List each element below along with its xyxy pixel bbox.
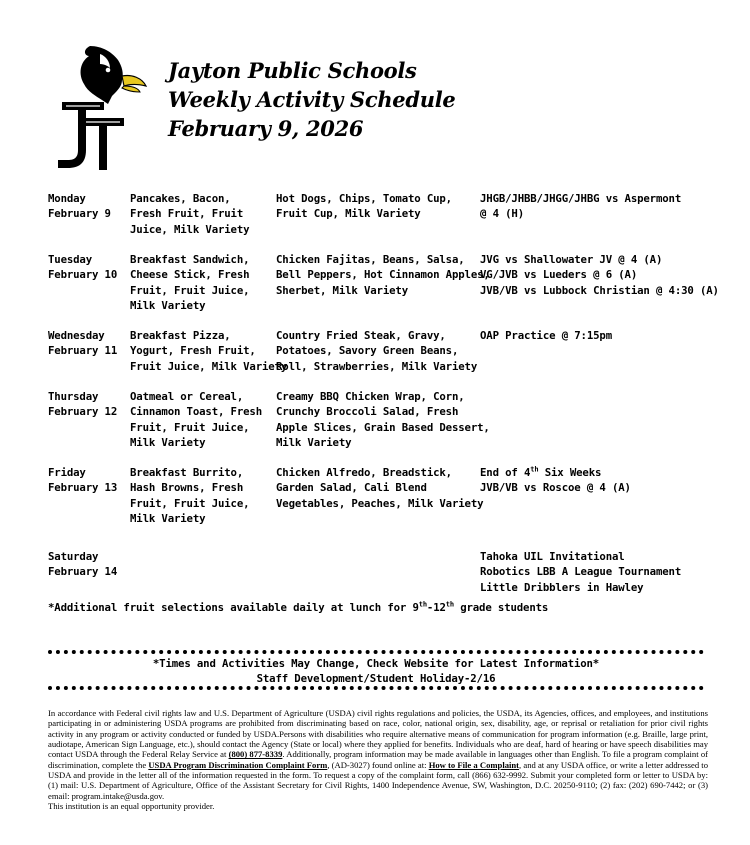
relay-phone: (800) 877-8339 [228,749,283,760]
breakfast-menu-line: Breakfast Pizza, [130,329,231,342]
activities-list [480,549,750,595]
activities-list [480,465,750,496]
activities-list-line: JVB/VB vs Roscoe @ 4 (A) [480,481,631,495]
lunch-menu-line: Hot Dogs, Chips, Tomato Cup, [276,192,452,205]
day-label [48,549,130,580]
fruit-note: *Additional fruit selections available daily at lunch for 9th-12th grade students [48,600,549,614]
day-label-line: February 12 [48,405,118,419]
lunch-menu-line: Chicken Fajitas, Beans, Salsa, [276,253,465,266]
lunch-menu-line: Fruit Cup, Milk Variety [276,207,421,221]
breakfast-menu [130,465,280,526]
lunch-menu-line: Creamy BBQ Chicken Wrap, Corn, [276,390,465,403]
day-label [48,465,130,496]
breakfast-menu [130,328,288,374]
day-label-line: Friday [48,466,86,479]
lunch-menu [276,389,490,450]
breakfast-menu-line: Cinnamon Toast, Fresh [130,405,262,419]
cardinal-jt-logo [52,40,152,172]
schedule-row [48,328,738,389]
breakfast-menu-line: Cheese Stick, Fresh [130,268,250,282]
title-block [168,56,455,143]
day-label-line: Monday [48,192,86,205]
complaint-form-link[interactable]: USDA Program Discrimination Complaint Form [148,759,328,770]
breakfast-menu-line: Hash Browns, Fresh [130,481,244,495]
day-label [48,252,130,283]
activities-list-line: VG/JVB vs Lueders @ 6 (A) [480,268,638,282]
lunch-menu-line: Bell Peppers, Hot Cinnamon Apples, [276,268,490,282]
breakfast-menu-line: Juice, Milk Variety [130,222,250,236]
lunch-menu-line: Garden Salad, Cali Blend [276,481,427,495]
breakfast-menu [130,191,280,237]
file-complaint-link[interactable]: How to File a Complaint [428,759,520,770]
breakfast-menu-line: Milk Variety [130,435,206,449]
activities-list [480,328,750,343]
day-label-line: February 9 [48,207,111,221]
day-label-line: Wednesday [48,329,105,342]
breakfast-menu [130,389,280,450]
day-label-line: Thursday [48,390,99,403]
schedule-row [48,191,738,252]
activities-list-line: @ 4 (H) [480,207,524,221]
breakfast-menu-line: Fruit, Fruit Juice, [130,420,250,434]
breakfast-menu [130,252,280,313]
breakfast-menu-line: Pancakes, Bacon, [130,192,231,205]
schedule-row [48,389,738,465]
schedule-row [48,465,738,549]
lunch-menu [276,191,476,222]
lunch-menu-line: Vegetables, Peaches, Milk Variety [276,496,484,510]
lunch-menu-line: Country Fried Steak, Gravy, [276,329,446,342]
schedule-row [48,549,738,609]
schedule-row [48,252,738,328]
day-label-line: Tuesday [48,253,92,266]
activities-list-line: JVG vs Shallowater JV @ 4 (A) [480,253,663,266]
lunch-menu-line: Potatoes, Savory Green Beans, [276,344,459,358]
day-label-line: February 10 [48,268,118,282]
usda-nondiscrimination-statement: In accordance with Federal civil rights law and U.S. Department of Agriculture (USDA) civil rights regulations and policies, the USDA, its Agencies, offices, and employees, and institutions participating in or administering USDA programs are prohibited from discriminating based on race, color, national origin, sex, disability, age, or reprisal or retaliation for prior civil rights activity in any program or activity conducted or funded by USDA.Persons with disabilities who require alternative means of communication for program information (e.g. Braille, large print, audiotape, American Sign Language, etc.), should contact the Agency (State or local) where they applied for benefits. Individuals who are deaf, hard of hearing or have speech disabilities may contact USDA through the Federal Relay Service at (800) 877-8339. Additionally, program information may be made available in languages other than English. To file a program complaint of discrimination, complete the USDA Program Discrimination Complaint Form, (AD-3027) found online at: How to File a Complaint, and at any USDA office, or write a letter addressed to USDA and provide in the letter all of the information requested in the form. To request a copy of the complaint form, call (866) 632-9992. Submit your completed form or letter to USDA by: (1) mail: U.S. Department of Agriculture, Office of the Assistant Secretary for Civil Rights, 1400 Independence Avenue, SW, Washington, D.C. 20250-9110; (2) fax: (202) 690-7442; or (3) email: program.intake@usda.gov. This institution is an equal opportunity provider. [48,708,708,812]
holiday-notice: Staff Development/Student Holiday-2/16 [256,672,496,685]
day-label-line: February 14 [48,565,118,579]
day-label-line: Saturday [48,550,99,563]
breakfast-menu-line: Fruit, Fruit Juice, [130,283,250,297]
lunch-menu [276,328,476,374]
activities-list-line: Little Dribblers in Hawley [480,580,644,594]
dotted-divider [48,686,704,690]
breakfast-menu-line: Yogurt, Fresh Fruit, [130,344,256,358]
schedule-date: February 9, 2026 [168,116,364,141]
breakfast-menu-line: Milk Variety [130,298,206,312]
activities-list-line: Tahoka UIL Invitational [480,550,625,563]
activities-list-line: Robotics LBB A League Tournament [480,565,682,579]
activities-list [480,191,750,222]
day-label-line: February 11 [48,344,118,358]
day-label [48,328,130,359]
lunch-menu [276,252,490,298]
school-name: Jayton Public Schools [168,58,417,83]
activities-list-line: End of 4th Six Weeks [480,465,602,479]
activities-list-line: OAP Practice @ 7:15pm [480,329,612,342]
breakfast-menu-line: Fruit Juice, Milk Variety [130,359,288,373]
breakfast-menu-line: Breakfast Burrito, [130,466,244,479]
activities-list-line: JHGB/JHBB/JHGG/JHBG vs Aspermont [480,192,682,205]
lunch-menu-line: Crunchy Broccoli Salad, Fresh [276,405,459,419]
weekly-schedule [48,191,738,609]
breakfast-menu-line: Milk Variety [130,511,206,525]
activities-list-line: JVB/VB vs Lubbock Christian @ 4:30 (A) [480,283,719,297]
activities-list [480,252,750,298]
lunch-menu-line: Sherbet, Milk Variety [276,283,408,297]
lunch-menu [276,465,484,511]
schedule-title: Weekly Activity Schedule [168,87,456,112]
lunch-menu-line: Chicken Alfredo, Breadstick, [276,466,452,479]
lunch-menu-line: Apple Slices, Grain Based Dessert, [276,420,490,434]
change-notice: *Times and Activities May Change, Check Website for Latest Information* [152,657,600,670]
day-label [48,389,130,420]
dotted-divider [48,650,704,654]
lunch-menu-line: Roll, Strawberries, Milk Variety [276,359,478,373]
breakfast-menu-line: Fruit, Fruit Juice, [130,496,250,510]
day-label [48,191,130,222]
breakfast-menu-line: Breakfast Sandwich, [130,253,250,266]
day-label-line: February 13 [48,481,118,495]
lunch-menu-line: Milk Variety [276,435,352,449]
breakfast-menu-line: Oatmeal or Cereal, [130,390,244,403]
breakfast-menu-line: Fresh Fruit, Fruit [130,207,244,221]
